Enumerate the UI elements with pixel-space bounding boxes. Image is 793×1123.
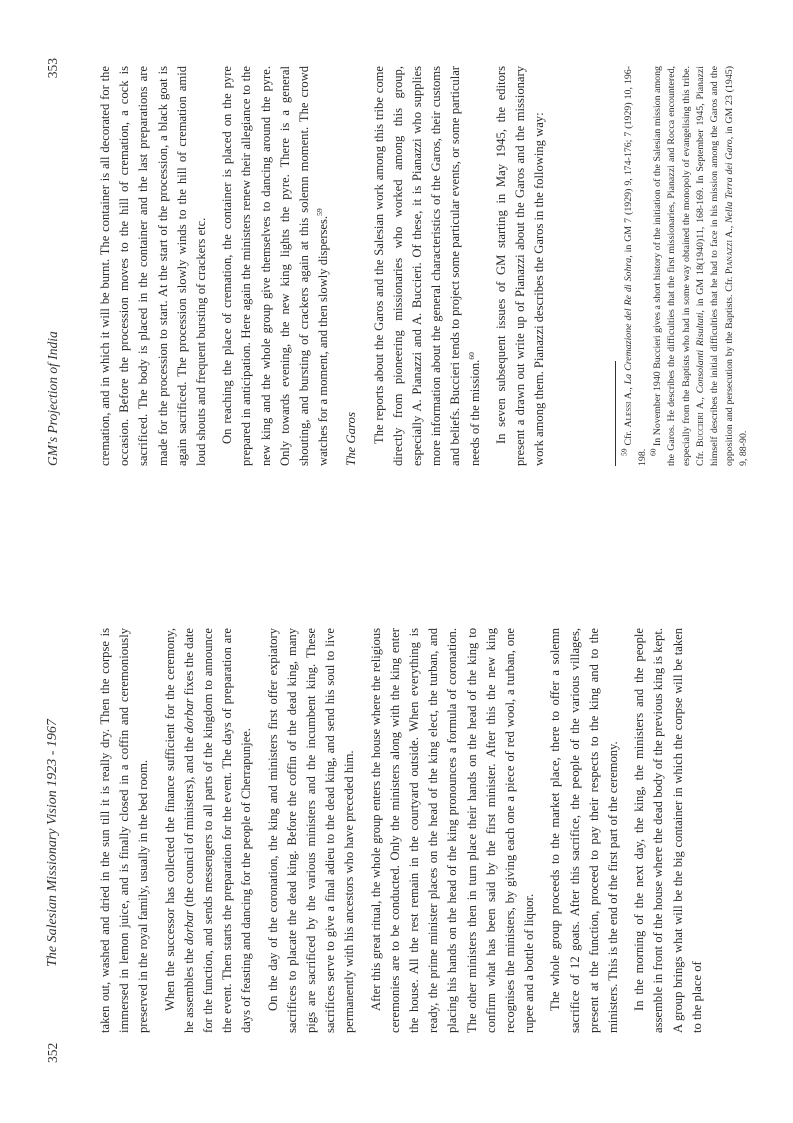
paragraph [370,66,485,466]
paragraph-text: The reports about the Garos and the Salesian work among this tribe come directly from pioneering missionaries who worked among this group, especially A. Pianazzi and A. Buccieri. Of these, it is Pianazzi who supplies more information about the general characteristics of the Garos, their customs and beliefs. Buccieri tends to project some particular events, or some particular needs of the mission. [371,66,482,466]
paragraph: cremation, and in which it will be burnt. The container is all decorated for the occasion. Before the procession moves to the hill of cremation, a cock is sacrificed. The body is placed in the container and the last preparations are made for the procession to start. At the start of the procession, a black goat is again sacrificed. The procession slowly winds to the hill of cremation amid loud shouts and frequent bursting of crackers etc. [98,66,209,466]
running-head: The Salesian Missionary Vision 1923 - 1967 [45,719,60,967]
section-heading: The Garos [344,412,359,466]
footnote-author: Buccieri [695,412,707,448]
footnote-text: A., [623,384,634,402]
footnote-ref: 59 [315,208,325,216]
footnote-59 [619,66,651,466]
footnote-number: 60 [648,448,658,456]
footnote-60 [648,66,752,466]
paragraph: taken out, washed and dried in the sun till it is really dry. Then the corpse is immersed in lemon juice, and is finally closed in a coffin and ceremoniously preserved in the royal family, usually in the bed room. [98,628,151,1033]
paragraph: When the successor has collected the finance sufficient for the ceremony, he assembles the dorbar (the council of ministers), and the dorbar fixes the date for the function, and sends messengers to all parts of the kingdom to announce the event. Then starts the preparation for the event. The days of preparation are days of feasting and dancing for the people of Cherrapunjee. [162,627,254,1033]
footnote-rule [615,361,616,466]
right-body-text [96,66,549,466]
footnote-author: Pianazzi [723,240,735,274]
page-number: 352 [45,1042,60,1063]
footnote-title: La Cremazione del Re di Sohra [623,257,634,385]
footnote-number: 59 [619,448,629,456]
paragraph [218,66,333,466]
footnotes [615,66,752,466]
left-page [0,563,793,1123]
footnote-author: Alessi [623,401,634,428]
footnote-text: , in GM 7 (1929) 9, 174-176; 7 (1929) 10, 196-198. [623,66,649,466]
footnote-text: , in GM 18(1940)11, 168-169. In September 1945, Pianazzi himself describes the initial difficulties that he had to face in his mission among the Garos and the opposition and persecution by the Baptists. Cfr. [695,66,735,466]
paragraph: In seven subsequent issues of GM starting in May 1945, the editors present a drawn out write up of Pianazzi about the Garos and the missionary work among them. Pianazzi describes the Garos in the following way: [493,66,547,466]
footnote-title: Nella Terra dei Garo [723,139,735,224]
page-number: 353 [45,58,60,79]
footnote-ref: 60 [466,352,476,360]
footnote-text: A., [695,393,707,413]
footnote-title: Consolanti Risultati [695,312,707,394]
footnote-text: A., [723,223,735,241]
footnote-text: Cfr. [623,427,634,446]
running-head: GM's Projection of India [45,331,60,466]
footnote-text: In November 1940 Buccieri gives a short history of the initiation of the Salesian mission among the Garos. He describes the difficulties that the first missionaries, Pianazzi and Rocca encountered, especially from the Baptists who had in some way obtained the monopoly of evangelising this tribe. Cfr. [651,66,707,466]
footnote-text: , in GM 23 (1945) 9, 88-90. [723,66,750,466]
paragraph: The whole group proceeds to the market place, there to offer a solemn sacrifice of 12 goats. After this sacrifice, the people of the various villages, present at the function, proceed to pay their respects to the king and to the ministers. This is the end of the first part of the ceremony. [548,628,621,1033]
paragraph: In the morning of the next day, the king, the ministers and the people assemble in front of the house where the dead body of the previous king is kept. A group brings what will be the big container in which the corpse will be taken to the place of [632,628,704,1033]
paragraph: On the day of the coronation, the king and ministers first offer expiatory sacrifices to placate the dead king. Before the coffin of the dead king, many pigs are sacrificed by the various ministers and the incumbent king. These sacrifices serve to give a final adieu to the dead king, and send his soul to live permanently with his ancestors who have preceded him. [265,628,357,1033]
left-body-text [96,628,707,1033]
paragraph-text: On reaching the place of cremation, the container is placed on the pyre prepared in anticipation. Here again the ministers renew their allegiance to the new king and the whole group give themselves to dancing around the pyre. Only towards evening, the new king lights the pyre. There is a general shouting, and bursting of crackers again at this solemn moment. The crowd watches for a moment, and then slowly disperses. [220,66,331,466]
paragraph: After this great ritual, the whole group enters the house where the religious ceremonies are to be conducted. Only the ministers along with the king enter the house. All the rest remain in the courtyard outside. When everything is ready, the prime minister places on the head of the king elect, the turban, and placing his hands on the head of the king pronounces a formula of coronation. The other ministers then in turn place their hands on the head of the king to confirm what has been said by the first minister. After this the new king recognises the ministers, by giving each one a piece of red wool, a turban, one rupee and a bottle of liquor. [368,628,537,1033]
